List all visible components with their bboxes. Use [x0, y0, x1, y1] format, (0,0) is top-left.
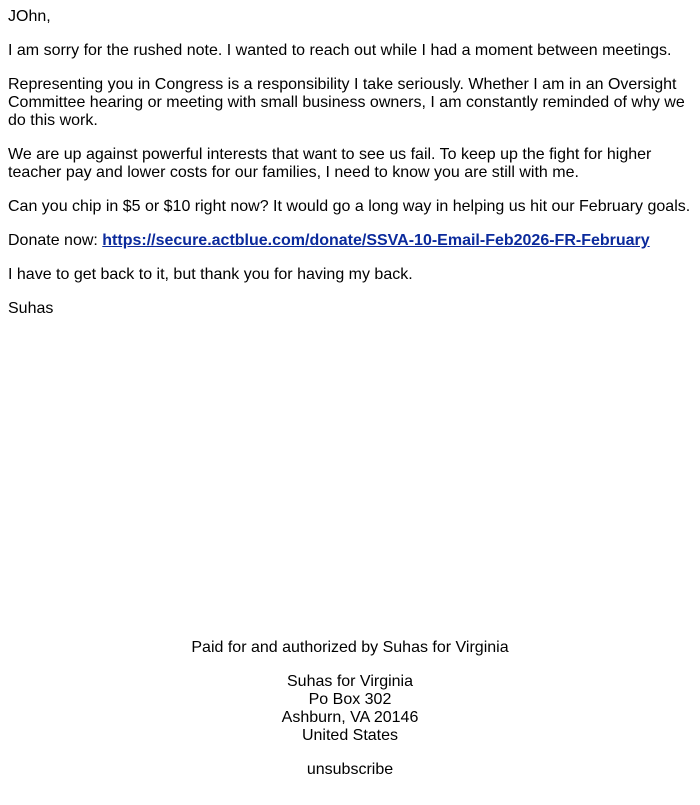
footer: [0, 639, 700, 795]
donate-link[interactable]: https://secure.actblue.com/donate/SSVA-10-Email-Feb2026-FR-February: [102, 232, 650, 249]
unsubscribe-link[interactable]: unsubscribe: [306, 761, 394, 778]
address-line2: Ashburn, VA 20146: [281, 709, 419, 726]
signature: Suhas: [8, 300, 54, 317]
address-line1: Po Box 302: [308, 691, 392, 708]
paragraph-congress: Representing you in Congress is a responsibility I take seriously. Whether I am in an Oversight Committee hearing or meeting with small business owners, I am constantly reminded of why we do this work.: [8, 76, 685, 129]
greeting: JOhn,: [8, 8, 51, 25]
paragraph-powerful-interests: We are up against powerful interests that want to see us fail. To keep up the fight for higher teacher pay and lower costs for our families, I need to know you are still with me.: [8, 146, 652, 181]
footer-address: [0, 673, 700, 745]
unsubscribe-line: [0, 761, 700, 779]
footer-disclaimer: Paid for and authorized by Suhas for Virginia: [191, 639, 509, 656]
email-body: [8, 8, 694, 334]
address-country: United States: [301, 727, 399, 744]
address-org: Suhas for Virginia: [287, 673, 413, 690]
donate-prefix: Donate now:: [8, 232, 103, 249]
paragraph-rushed-note: I am sorry for the rushed note. I wanted to reach out while I had a moment between meetings.: [8, 42, 672, 59]
paragraph-chip-in: Can you chip in $5 or $10 right now? It would go a long way in helping us hit our February goals.: [8, 198, 691, 215]
closing-line: I have to get back to it, but thank you for having my back.: [8, 266, 413, 283]
donate-line: [8, 232, 694, 250]
